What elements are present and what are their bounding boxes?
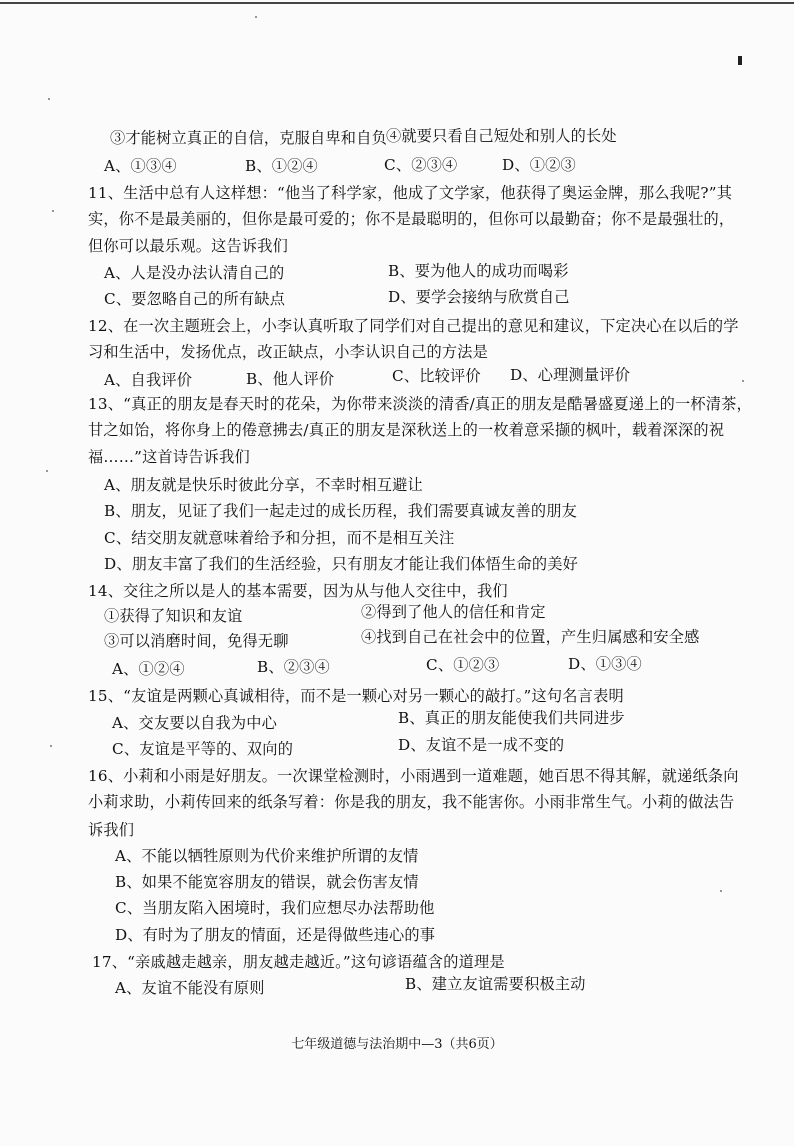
q12-stem-line-2: 习和生活中，发扬优点，改正缺点，小李认识自己的方法是	[88, 343, 489, 361]
q16-stem-line-1: 16、小莉和小雨是好朋友。一次课堂检测时，小雨遇到一道难题，她百思不得其解，就递纸条向	[88, 767, 739, 785]
q12-option-c: C、比较评价	[392, 367, 481, 385]
q15-option-d: D、友谊不是一成不变的	[398, 736, 565, 754]
q16-stem-line-3: 诉我们	[88, 821, 135, 839]
q14-stem: 14、交往之所以是人的基本需要，因为从与他人交往中，我们	[88, 582, 508, 600]
q11-option-b: B、要为他人的成功而喝彩	[388, 262, 569, 280]
q12-option-d: D、心理测量评价	[510, 366, 631, 384]
q10-statement-4: ④就要只看自己短处和别人的长处	[386, 127, 617, 145]
q14-statement-4: ④找到自己在社会中的位置，产生归属感和安全感	[361, 628, 700, 646]
q11-stem-line-2: 实，你不是最美丽的，但你是最可爱的；你不是最聪明的，但你可以最勤奋；你不是最强壮的，	[88, 210, 735, 228]
q11-option-c: C、要忽略自己的所有缺点	[104, 290, 286, 308]
q14-statement-1: ①获得了知识和友谊	[104, 607, 243, 625]
q14-option-d: D、①③④	[568, 655, 642, 673]
q11-option-a: A、人是没办法认清自己的	[104, 264, 285, 282]
scan-top-edge	[0, 2, 794, 4]
q17-option-b: B、建立友谊需要积极主动	[405, 975, 586, 993]
q16-option-a: A、不能以牺牲原则为代价来维护所谓的友情	[115, 847, 419, 865]
q13-stem-line-3: 福……”这首诗告诉我们	[88, 448, 250, 466]
q12-option-b: B、他人评价	[246, 370, 335, 388]
q13-option-b: B、朋友，见证了我们一起走过的成长历程，我们需要真诚友善的朋友	[104, 502, 577, 520]
q11-stem-line-3: 但你可以最乐观。这告诉我们	[88, 237, 289, 255]
q12-option-a: A、自我评价	[104, 371, 193, 389]
q12-stem-line-1: 12、在一次主题班会上，小李认真听取了同学们对自己提出的意见和建议，下定决心在以后的学	[88, 317, 739, 335]
q13-stem-line-2: 甘之如饴，将你身上的倦意拂去/真正的朋友是深秋送上的一枚着意采撷的枫叶，载着深深的祝	[88, 421, 725, 439]
q14-option-c: C、①②③	[426, 656, 500, 674]
q11-stem-line-1: 11、生活中总有人这样想：“他当了科学家，他成了文学家，他获得了奥运金牌，那么我呢?”其	[88, 184, 733, 202]
q10-option-c: C、②③④	[384, 156, 458, 174]
q13-stem-line-1: 13、“真正的朋友是春天时的花朵，为你带来淡淡的清香/真正的朋友是酷暑盛夏递上的一杯清茶，	[88, 395, 752, 413]
page-footer: 七年级道德与法治期中—3（共6页）	[291, 1037, 503, 1052]
scan-mark	[738, 56, 742, 65]
q16-option-b: B、如果不能宽容朋友的错误，就会伤害友情	[115, 873, 419, 891]
q15-option-a: A、交友要以自我为中心	[112, 714, 278, 732]
q10-option-d: D、①②③	[502, 156, 576, 174]
q14-option-b: B、②③④	[257, 658, 330, 676]
q17-option-a: A、友谊不能没有原则	[115, 979, 265, 997]
q13-option-c: C、结交朋友就意味着给予和分担，而不是相互关注	[104, 529, 455, 547]
q17-stem: 17、“亲戚越走越亲，朋友越走越近。”这句谚语蕴含的道理是	[92, 953, 505, 971]
q15-option-b: B、真正的朋友能使我们共同进步	[398, 709, 625, 727]
q16-option-c: C、当朋友陷入困境时，我们应想尽办法帮助他	[115, 899, 435, 917]
q11-option-d: D、要学会接纳与欣赏自己	[388, 288, 570, 306]
q14-option-a: A、①②④	[112, 660, 185, 678]
q10-option-b: B、①②④	[245, 157, 318, 175]
q16-option-d: D、有时为了朋友的情面，还是得做些违心的事	[115, 926, 436, 944]
q10-option-a: A、①③④	[104, 157, 177, 175]
q14-statement-3: ③可以消磨时间，免得无聊	[104, 632, 289, 650]
q10-statement-3: ③才能树立真正的自信，克服自卑和自负	[110, 129, 387, 147]
q15-option-c: C、友谊是平等的、双向的	[112, 740, 294, 758]
q13-option-d: D、朋友丰富了我们的生活经验，只有朋友才能让我们体悟生命的美好	[104, 555, 579, 573]
q14-statement-2: ②得到了他人的信任和肯定	[361, 603, 546, 621]
q15-stem: 15、“友谊是两颗心真诚相待，而不是一颗心对另一颗心的敲打。”这句名言表明	[88, 687, 624, 705]
q13-option-a: A、朋友就是快乐时彼此分享，不幸时相互避让	[104, 476, 423, 494]
q16-stem-line-2: 小莉求助，小莉传回来的纸条写着：你是我的朋友，我不能害你。小雨非常生气。小莉的做法告	[88, 793, 735, 811]
